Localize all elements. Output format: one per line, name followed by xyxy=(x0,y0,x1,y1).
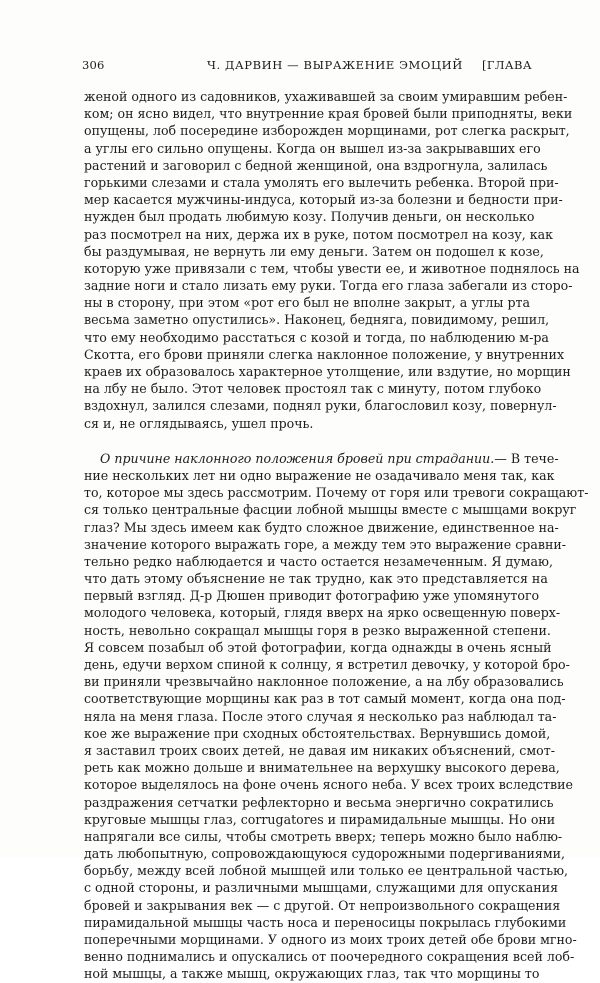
text-line: ной мышцы, а также мышц, окружающих глаз, так что морщины то xyxy=(84,966,540,982)
text-line: ви приняли чрезвычайно наклонное положение, а на лбу образовались xyxy=(84,674,564,690)
text-line: краев их образовалось характерное утолщение, или вздутие, но морщин xyxy=(84,364,571,379)
text-line: ся только центральные фасции лобной мышцы вместе с мышцами вокруг xyxy=(84,502,577,518)
text-line: молодого человека, который, глядя вверх на ярко освещенную поверх- xyxy=(84,605,561,621)
text-line: напрягали все силы, чтобы смотреть вверх; теперь можно было наблю- xyxy=(84,828,563,844)
text-line-tail: — В тече- xyxy=(494,450,559,466)
text-line: задние ноги и стало лизать ему руки. Тогда его глаза забегали из сторо- xyxy=(84,278,573,294)
text-line: реть как можно дольше и внимательнее на верхушку высокого дерева, xyxy=(84,760,560,776)
running-title: Ч. ДАРВИН — ВЫРАЖЕНИЕ ЭМОЦИЙ xyxy=(207,58,463,72)
text-line: ние нескольких лет ни одно выражение не озадачивало меня так, как xyxy=(84,467,555,483)
text-line: весьма заметно опустились». Наконец, бедняга, повидимому, решил, xyxy=(84,312,550,328)
text-line: горькими слезами и стала умолять его вылечить ребенка. Второй при- xyxy=(84,174,559,190)
text-line: кое же выражение при сходных обстоятельствах. Вернувшись домой, xyxy=(84,725,551,741)
text-line: бровей и закрывания век — с другой. От непроизвольного сокращения xyxy=(84,897,561,913)
paragraph-2 xyxy=(84,450,589,983)
text-line: мер касается мужчины-индуса, который из-за болезни и бедности при- xyxy=(84,192,563,208)
body-text xyxy=(84,88,589,983)
text-line: ны в сторону, при этом «рот его был не вполне закрыт, а углы рта xyxy=(84,295,530,311)
text-line: венно поднимались и опускались от поочередного сокращения всей лоб- xyxy=(84,949,575,965)
text-line: глаз? Мы здесь имеем как будто сложное движение, единственное на- xyxy=(84,519,559,535)
text-line: поперечными морщинами. У одного из моих троих детей обе брови мгно- xyxy=(84,932,577,947)
text-line: с одной стороны, и различными мышцами, служащими для опускания xyxy=(84,880,559,896)
text-line: которую уже привязали с тем, чтобы увести ее, и животное поднялось на xyxy=(84,260,580,276)
text-line: Скотта, его брови приняли слегка наклонное положение, у внутренних xyxy=(84,346,565,362)
text-line: растений и заговорил с бедной женщиной, она вздрогнула, залилась xyxy=(84,157,548,173)
text-line: нужден был продать любимую козу. Получив деньги, он несколько xyxy=(84,209,535,225)
text-line: день, едучи верхом спиной к солнцу, я встретил девочку, у которой бро- xyxy=(84,657,570,672)
text-line: что дать этому объяснение не так трудно, как это представляется на xyxy=(84,571,548,587)
text-line: бы раздумывая, не вернуть ли ему деньги. Затем он подошел к козе, xyxy=(84,243,544,259)
text-line: а углы его сильно опущены. Когда он вышел из-за закрывавших его xyxy=(84,140,541,156)
page-number: 306 xyxy=(82,58,105,72)
text-line: первый взгляд. Д-р Дюшен приводит фотографию уже упомянутого xyxy=(84,588,540,604)
text-line: пирамидальной мышцы часть носа и переносицы покрылась глубокими xyxy=(84,914,567,930)
text-line: я заставил троих своих детей, не давая им никаких объяснений, смот- xyxy=(84,742,555,758)
text-line: ность, невольно сокращал мышцы горя в резко выраженной степени. xyxy=(84,622,551,638)
chapter-label: [ГЛАВА xyxy=(482,58,532,72)
text-line: на лбу не было. Этот человек простоял так с минуту, потом глубоко xyxy=(84,381,542,397)
text-line xyxy=(84,450,559,467)
text-line: ком; он ясно видел, что внутренние края бровей были приподняты, веки xyxy=(84,106,573,122)
text-line: тельно редко наблюдается и часто остается незамеченным. Я думаю, xyxy=(84,553,553,569)
text-line: няла на меня глаза. После этого случая я несколько раз наблюдал та- xyxy=(84,708,557,724)
text-line: опущены, лоб посередине изборожден морщинами, рот слегка раскрыт, xyxy=(84,123,570,139)
section-heading: О причине наклонного положения бровей при страдании. xyxy=(100,450,495,466)
paragraph-gap xyxy=(84,432,530,450)
text-line: дать любопытную, сопровождающуюся судорожными подергиваниями, xyxy=(84,846,566,862)
text-line: Я совсем позабыл об этой фотографии, когда однажды в очень ясный xyxy=(84,639,552,655)
text-line: что ему необходимо расстаться с козой и тогда, по наблюдению м-ра xyxy=(84,329,549,345)
text-line: значение которого выражать горе, а между тем это выражение сравни- xyxy=(84,536,566,552)
text-line: вздохнул, залился слезами, поднял руки, благословил козу, повернул- xyxy=(84,398,557,414)
text-line: то, которое мы здесь рассмотрим. Почему от горя или тревоги сокращают- xyxy=(84,485,589,501)
page-header xyxy=(82,58,532,76)
text-line: раз посмотрел на них, держа их в руке, потом посмотрел на козу, как xyxy=(84,226,554,242)
text-line: раздражения сетчатки рефлекторно и весьма энергично сократились xyxy=(84,794,554,810)
text-line: которое выделялось на фоне очень ясного неба. У всех троих вследствие xyxy=(84,777,573,793)
text-line: женой одного из садовников, ухаживавшей за своим умиравшим ребен- xyxy=(84,89,568,104)
text-line: круговые мышцы глаз, corrugatores и пирамидальные мышцы. Но они xyxy=(84,811,556,827)
paragraph-1 xyxy=(84,88,580,432)
text-line: ся и, не оглядываясь, ушел прочь. xyxy=(84,415,314,431)
text-line: борьбу, между всей лобной мышцей или только ее центральной частью, xyxy=(84,863,569,879)
text-line: соответствующие морщины как раз в тот самый момент, когда она под- xyxy=(84,691,566,707)
